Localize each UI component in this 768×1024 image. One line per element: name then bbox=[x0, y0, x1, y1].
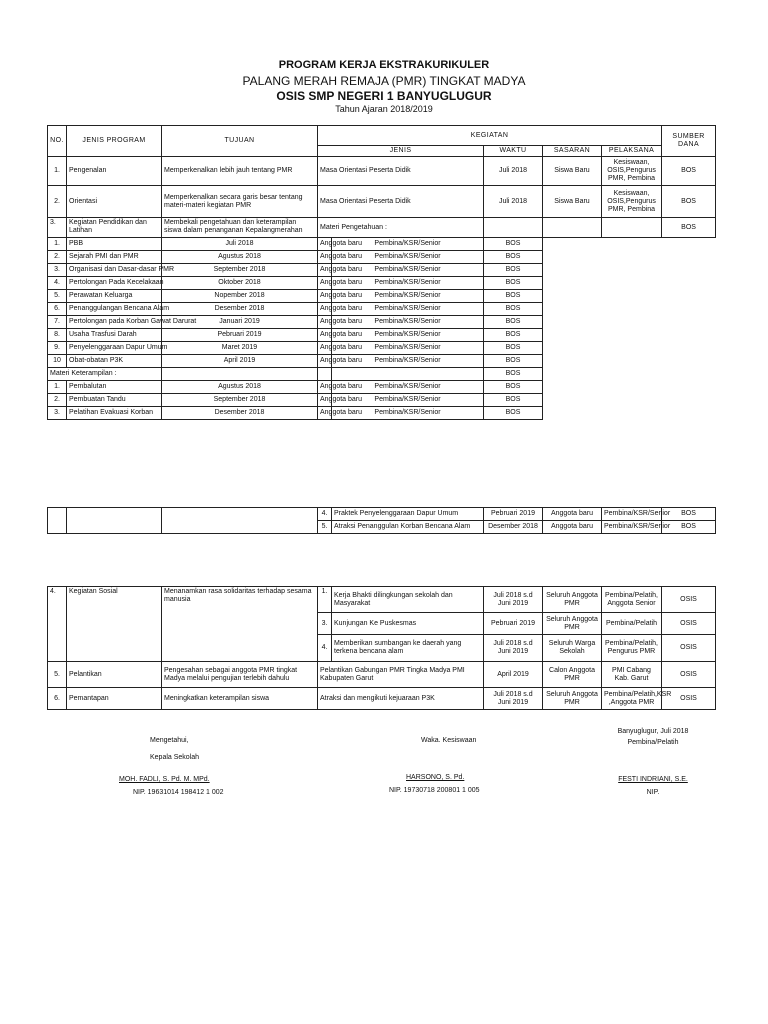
row-no: 2. bbox=[48, 186, 67, 218]
row-jenis: Pembuatan Tandu bbox=[67, 394, 162, 407]
row-jenis: Pembalutan bbox=[67, 381, 162, 394]
row-pelaksana: Kesiswaan, OSIS,Pengurus PMR, Pembina bbox=[602, 157, 662, 186]
item-number: 9. bbox=[48, 342, 67, 355]
row-dana: BOS bbox=[484, 394, 543, 407]
row-dana: BOS bbox=[662, 186, 716, 218]
row-dana: OSIS bbox=[662, 613, 716, 635]
row-pelaksana: Pembina/Pelatih, Pengurus PMR bbox=[602, 635, 662, 662]
row-tujuan: Membekali pengetahuan dan keterampilan siswa dalam penanganan Kepalangmerahan bbox=[162, 218, 318, 238]
row-jenis: Kunjungan Ke Puskesmas bbox=[332, 613, 484, 635]
row-program: Pelantikan bbox=[67, 662, 162, 688]
table-row bbox=[48, 394, 716, 407]
table-row bbox=[48, 316, 716, 329]
table-row bbox=[48, 329, 716, 342]
waka-nip: NIP. 19730718 200801 1 005 bbox=[389, 787, 480, 794]
item-number: 3. bbox=[48, 264, 67, 277]
row-sasaran: Anggota baru bbox=[318, 329, 332, 342]
row-sasaran: Calon Anggota PMR bbox=[543, 662, 602, 688]
row-pelaksana: Pembina/KSR/Senior bbox=[332, 316, 484, 329]
item-number: 4. bbox=[48, 277, 67, 290]
row-sasaran: Seluruh Anggota PMR bbox=[543, 688, 602, 710]
row-no: 3. bbox=[48, 218, 67, 238]
row-waktu: Juli 2018 s.d Juni 2019 bbox=[484, 688, 543, 710]
empty-cell bbox=[162, 521, 318, 534]
row-pelaksana: Pembina/Pelatih, Anggota Senior bbox=[602, 587, 662, 613]
row-dana: BOS bbox=[484, 329, 543, 342]
header-pelaksana: PELAKSANA bbox=[602, 146, 662, 157]
row-dana: OSIS bbox=[662, 635, 716, 662]
table-row bbox=[48, 238, 716, 251]
place-date: Banyuglugur, Juli 2018 bbox=[617, 728, 689, 735]
row-dana: BOS bbox=[484, 381, 543, 394]
row-tujuan: Meningkatkan keterampilan siswa bbox=[162, 688, 318, 710]
row-pelaksana: Pembina/KSR/Senior bbox=[332, 342, 484, 355]
materi-pengetahuan-label: Materi Pengetahuan : bbox=[318, 218, 484, 238]
kepala-title: Kepala Sekolah bbox=[150, 754, 200, 761]
school-name: OSIS SMP NEGERI 1 BANYUGLUGUR bbox=[276, 89, 492, 103]
row-sasaran: Anggota baru bbox=[318, 264, 332, 277]
row-pelaksana: Pembina/Pelatih,KSR ,Anggota PMR bbox=[602, 688, 662, 710]
row-waktu: Desember 2018 bbox=[484, 521, 543, 534]
row-sasaran: Anggota baru bbox=[543, 508, 602, 521]
row-pelaksana: Pembina/KSR/Senior bbox=[332, 238, 484, 251]
row-tujuan: Menanamkan rasa solidaritas terhadap sesama manusia bbox=[162, 587, 318, 662]
table-row bbox=[48, 277, 716, 290]
pembina-title: Pembina/Pelatih bbox=[627, 739, 679, 746]
row-waktu: Nopember 2018 bbox=[162, 290, 318, 303]
empty-cell bbox=[48, 521, 67, 534]
table-row bbox=[48, 157, 716, 186]
row-dana: OSIS bbox=[662, 688, 716, 710]
row-waktu: Oktober 2018 bbox=[162, 277, 318, 290]
item-number: 5. bbox=[48, 290, 67, 303]
row-no: 5. bbox=[48, 662, 67, 688]
row-jenis: Perawatan Keluarga bbox=[67, 290, 162, 303]
row-jenis: Masa Orientasi Peserta Didik bbox=[318, 157, 484, 186]
header-no: NO. bbox=[48, 126, 67, 157]
table-row bbox=[48, 251, 716, 264]
row-dana: OSIS bbox=[662, 587, 716, 613]
row-sasaran: Seluruh Anggota PMR bbox=[543, 587, 602, 613]
table-row bbox=[48, 303, 716, 316]
row-jenis: Sejarah PMI dan PMR bbox=[67, 251, 162, 264]
academic-year: Tahun Ajaran 2018/2019 bbox=[335, 104, 433, 114]
row-waktu: Desember 2018 bbox=[162, 303, 318, 316]
row-no: 6. bbox=[48, 688, 67, 710]
row-pelaksana: Pembina/KSR/Senior bbox=[332, 381, 484, 394]
row-pelaksana: Pembina/KSR/Senior bbox=[332, 355, 484, 368]
row-waktu: Agustus 2018 bbox=[162, 381, 318, 394]
header-kegiatan: KEGIATAN bbox=[318, 126, 662, 146]
item-number: 1. bbox=[318, 587, 332, 613]
row-program: Kegiatan Sosial bbox=[67, 587, 162, 662]
row-dana: BOS bbox=[484, 238, 543, 251]
row-program: Pemantapan bbox=[67, 688, 162, 710]
table-row bbox=[48, 186, 716, 218]
item-number: 2. bbox=[48, 394, 67, 407]
row-sasaran: Siswa Baru bbox=[543, 157, 602, 186]
row-dana: BOS bbox=[484, 303, 543, 316]
row-dana: BOS bbox=[484, 264, 543, 277]
pembina-nip: NIP. bbox=[646, 789, 660, 796]
row-pelaksana: Pembina/KSR/Senior bbox=[332, 329, 484, 342]
row-jenis: Obat-obatan P3K bbox=[67, 355, 162, 368]
row-tujuan: Pengesahan sebagai anggota PMR tingkat Madya melalui pengujian terlebih dahulu bbox=[162, 662, 318, 688]
row-dana: BOS bbox=[662, 508, 716, 521]
row-sasaran: Anggota baru bbox=[318, 251, 332, 264]
empty-cell bbox=[48, 508, 67, 521]
row-jenis: Pelantikan Gabungan PMR Tingka Madya PMI Kabupaten Garut bbox=[318, 662, 484, 688]
item-number: 5. bbox=[318, 521, 332, 534]
header-waktu: WAKTU bbox=[484, 146, 543, 157]
doc-title: PROGRAM KERJA EKSTRAKURIKULER bbox=[278, 59, 490, 71]
row-dana: BOS bbox=[484, 407, 543, 420]
item-number: 4. bbox=[318, 635, 332, 662]
table-row bbox=[48, 662, 716, 688]
waka-title: Waka. Kesiswaan bbox=[421, 737, 477, 744]
row-jenis: Penanggulangan Bencana Alam bbox=[67, 303, 162, 316]
row-jenis: Masa Orientasi Peserta Didik bbox=[318, 186, 484, 218]
row-sasaran: Seluruh Anggota PMR bbox=[543, 613, 602, 635]
row-jenis: Pertolongan pada Korban Gawat Darurat bbox=[67, 316, 162, 329]
kepala-name: MOH. FADLI, S. Pd. M. MPd. bbox=[119, 776, 210, 783]
materi-keterampilan-row bbox=[48, 368, 716, 381]
row-jenis: Usaha Trasfusi Darah bbox=[67, 329, 162, 342]
row-sasaran: Anggota baru bbox=[318, 316, 332, 329]
row-program: Kegiatan Pendidikan dan Latihan bbox=[67, 218, 162, 238]
row-pelaksana: Pembina/KSR/Senior bbox=[332, 264, 484, 277]
row-waktu: Juli 2018 bbox=[484, 157, 543, 186]
row-sasaran: Siswa Baru bbox=[543, 186, 602, 218]
row-jenis: Atraksi Penanggulan Korban Bencana Alam bbox=[332, 521, 484, 534]
item-number: 3. bbox=[48, 407, 67, 420]
header-jenis: JENIS bbox=[318, 146, 484, 157]
row-pelaksana: Pembina/KSR/Senior bbox=[332, 407, 484, 420]
row-no: 1. bbox=[48, 157, 67, 186]
row-dana: BOS bbox=[662, 218, 716, 238]
row-pelaksana: Pembina/KSR/Senior bbox=[332, 251, 484, 264]
item-number: 10 bbox=[48, 355, 67, 368]
row-jenis: Pelatihan Evakuasi Korban bbox=[67, 407, 162, 420]
row-program: Orientasi bbox=[67, 186, 162, 218]
row-pelaksana: Pembina/KSR/Senior bbox=[332, 277, 484, 290]
row-waktu: Pebruari 2019 bbox=[484, 613, 543, 635]
row-waktu: September 2018 bbox=[162, 264, 318, 277]
row-dana: BOS bbox=[484, 342, 543, 355]
row-jenis: Pertolongan Pada Kecelakaan bbox=[67, 277, 162, 290]
item-number: 7. bbox=[48, 316, 67, 329]
row-dana: BOS bbox=[662, 157, 716, 186]
item-number: 6. bbox=[48, 303, 67, 316]
empty-cell bbox=[67, 521, 162, 534]
table-row bbox=[48, 342, 716, 355]
table-row bbox=[48, 218, 716, 238]
row-pelaksana: Pembina/Pelatih bbox=[602, 613, 662, 635]
row-tujuan: Memperkenalkan secara garis besar tentang materi-materi kegiatan PMR bbox=[162, 186, 318, 218]
table-row bbox=[48, 355, 716, 368]
header-sasaran: SASARAN bbox=[543, 146, 602, 157]
pembina-name: FESTI INDRIANI, S.E. bbox=[618, 776, 688, 783]
row-dana: BOS bbox=[484, 368, 543, 381]
header-sumber-dana: SUMBER DANA bbox=[662, 126, 716, 157]
table-row bbox=[48, 508, 716, 521]
item-number: 2. bbox=[48, 251, 67, 264]
row-jenis: Kerja Bhakti dilingkungan sekolah dan Masyarakat bbox=[332, 587, 484, 613]
doc-subtitle: PALANG MERAH REMAJA (PMR) TINGKAT MADYA bbox=[242, 74, 526, 88]
row-pelaksana: PMI Cabang Kab. Garut bbox=[602, 662, 662, 688]
header-tujuan: TUJUAN bbox=[162, 126, 318, 157]
row-sasaran: Anggota baru bbox=[318, 342, 332, 355]
row-pelaksana: Pembina/KSR/Senior bbox=[602, 508, 662, 521]
item-number: 8. bbox=[48, 329, 67, 342]
row-dana: BOS bbox=[484, 355, 543, 368]
row-waktu: September 2018 bbox=[162, 394, 318, 407]
row-dana: BOS bbox=[662, 521, 716, 534]
row-dana: BOS bbox=[484, 277, 543, 290]
header-jenis-program: JENIS PROGRAM bbox=[67, 126, 162, 157]
row-sasaran: Anggota baru bbox=[318, 355, 332, 368]
row-jenis: Memberikan sumbangan ke daerah yang terkena bencana alam bbox=[332, 635, 484, 662]
empty-cell bbox=[162, 508, 318, 521]
mengetahui-label: Mengetahui, bbox=[150, 737, 189, 744]
materi-keterampilan-label: Materi Keterampilan : bbox=[48, 368, 162, 381]
row-jenis: Atraksi dan mengikuti kejuaraan P3K bbox=[318, 688, 484, 710]
item-number: 4. bbox=[318, 508, 332, 521]
table-row bbox=[48, 290, 716, 303]
row-pelaksana: Pembina/KSR/Senior bbox=[332, 303, 484, 316]
program-table-part-3 bbox=[47, 586, 716, 710]
item-number: 1. bbox=[48, 381, 67, 394]
row-waktu: Januari 2019 bbox=[162, 316, 318, 329]
row-waktu: Agustus 2018 bbox=[162, 251, 318, 264]
row-dana: OSIS bbox=[662, 662, 716, 688]
row-waktu: Juli 2018 bbox=[162, 238, 318, 251]
row-no: 4. bbox=[48, 587, 67, 662]
item-number: 1. bbox=[48, 238, 67, 251]
row-sasaran: Anggota baru bbox=[318, 381, 332, 394]
row-sasaran: Anggota baru bbox=[543, 521, 602, 534]
program-table-continued bbox=[47, 507, 716, 534]
table-row bbox=[48, 521, 716, 534]
item-number: 3. bbox=[318, 613, 332, 635]
row-sasaran: Anggota baru bbox=[318, 303, 332, 316]
row-waktu: Maret 2019 bbox=[162, 342, 318, 355]
row-jenis: Penyelenggaraan Dapur Umum bbox=[67, 342, 162, 355]
row-jenis: Praktek Penyelenggaraan Dapur Umum bbox=[332, 508, 484, 521]
row-sasaran: Seluruh Warga Sekolah bbox=[543, 635, 602, 662]
row-dana: BOS bbox=[484, 316, 543, 329]
row-waktu: Juli 2018 s.d Juni 2019 bbox=[484, 587, 543, 613]
table-row bbox=[48, 587, 716, 613]
row-waktu: Juli 2018 bbox=[484, 186, 543, 218]
row-pelaksana: Kesiswaan, OSIS,Pengurus PMR, Pembina bbox=[602, 186, 662, 218]
row-sasaran: Anggota baru bbox=[318, 238, 332, 251]
row-sasaran: Anggota baru bbox=[318, 290, 332, 303]
row-waktu: Juli 2018 s.d Juni 2019 bbox=[484, 635, 543, 662]
table-row bbox=[48, 264, 716, 277]
row-program: Pengenalan bbox=[67, 157, 162, 186]
row-waktu: April 2019 bbox=[162, 355, 318, 368]
waka-name: HARSONO, S. Pd. bbox=[406, 774, 465, 781]
program-table bbox=[47, 125, 716, 420]
row-jenis: PBB bbox=[67, 238, 162, 251]
row-waktu: Pebruari 2019 bbox=[484, 508, 543, 521]
row-tujuan: Memperkenalkan lebih jauh tentang PMR bbox=[162, 157, 318, 186]
row-sasaran: Anggota baru bbox=[318, 277, 332, 290]
kepala-nip: NIP. 19631014 198412 1 002 bbox=[133, 789, 224, 796]
table-row bbox=[48, 407, 716, 420]
row-waktu: Desember 2018 bbox=[162, 407, 318, 420]
row-dana: BOS bbox=[484, 290, 543, 303]
table-row bbox=[48, 688, 716, 710]
row-pelaksana: Pembina/KSR/Senior bbox=[332, 290, 484, 303]
row-sasaran: Anggota baru bbox=[318, 394, 332, 407]
row-pelaksana: Pembina/KSR/Senior bbox=[602, 521, 662, 534]
empty-cell bbox=[67, 508, 162, 521]
row-pelaksana: Pembina/KSR/Senior bbox=[332, 394, 484, 407]
table-row bbox=[48, 381, 716, 394]
row-dana: BOS bbox=[484, 251, 543, 264]
row-waktu: Pebruari 2019 bbox=[162, 329, 318, 342]
row-sasaran: Anggota baru bbox=[318, 407, 332, 420]
row-jenis: Organisasi dan Dasar-dasar PMR bbox=[67, 264, 162, 277]
row-waktu: April 2019 bbox=[484, 662, 543, 688]
